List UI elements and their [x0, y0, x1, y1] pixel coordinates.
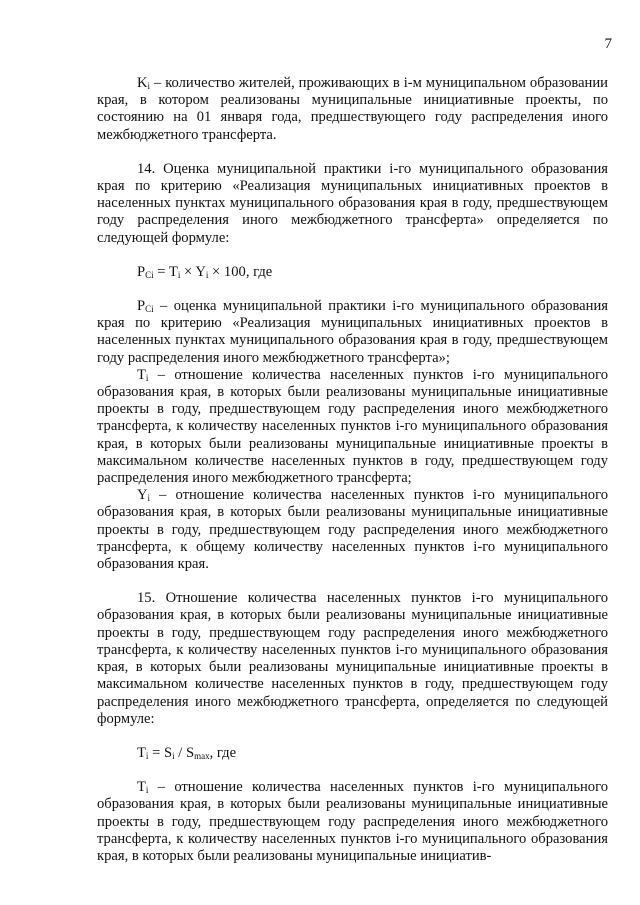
page-number: 7 — [604, 36, 612, 52]
t-definition: $T_i$ – отношение количества населенных пунктов i-го муниципального образования края, в которых были реализованы муниципальные инициативные проекты в году, предшествующем году распределения иного межбюджетного трансферта, к количеству населенных пунктов i-го муниципального образования края, в которых были реализованы муниципальные инициативные проекты в максимальном количестве населенных пунктов в году, предшествующем году распределения иного межбюджетного трансферта; — [97, 366, 608, 487]
clause-15: 15. Отношение количества населенных пунктов i-го муниципального образования края, в которых были реализованы муниципальные инициативные проекты в году, предшествующем году распределения иного межбюджетного трансферта, к количеству населенных пунктов i-го муниципального образования края, в которых были реализованы муниципальные инициативные проекты в максимальном количестве населенных пунктов в году, предшествующем году распределения иного межбюджетного трансферта, определяется по следующей формуле: — [97, 590, 608, 727]
t-definition-2: $T_i$ – отношение количества населенных пунктов i-го муниципального образования края, в которых были реализованы муниципальные инициативные проекты в году, предшествующем году распределения иного межбюджетного трансферта, к количеству населенных пунктов i-го муниципального образования края, в которых были реализованы муниципальные инициатив- — [97, 779, 608, 864]
symbol-k: $K_i$ — [137, 75, 151, 91]
formula-t: $T_i = S_i / S_{max}$, где — [137, 744, 237, 761]
y-definition: $Y_i$ – отношение количества населенных пунктов i-го муниципального образования края, в которых были реализованы муниципальные инициативные проекты в году, предшествующем году распределения иного межбюджетного трансферта, к общему количеству населенных пунктов i-го муниципального образования края. — [97, 487, 608, 573]
pc-definition: $P_{Ci}$ – оценка муниципальной практики i-го муниципального образования края по критерию «Реализация муниципальных инициативных проектов в населенных пунктах муниципального образования края в году, предшествующем году распределения иного межбюджетного трансферта»; — [97, 298, 608, 366]
clause-14: 14. Оценка муниципальной практики i-го муниципального образования края по критерию «Реализация муниципальных инициативных проектов в населенных пунктах муниципального образования края в году, предшествующем году распределения иного межбюджетного трансферта» определяется по следующей формуле: — [97, 160, 608, 246]
k-definition: $K_i$ – количество жителей, проживающих в i-м муниципальном образовании края, в котором реализованы муниципальные инициативные проекты, по состоянию на 01 января года, предшествующего году распределения иного межбюджетного трансферта. — [97, 75, 608, 143]
formula-pc: $P_{Ci} = T_i \times Y_i \times 100$, где — [137, 263, 273, 280]
document-body — [97, 75, 608, 865]
